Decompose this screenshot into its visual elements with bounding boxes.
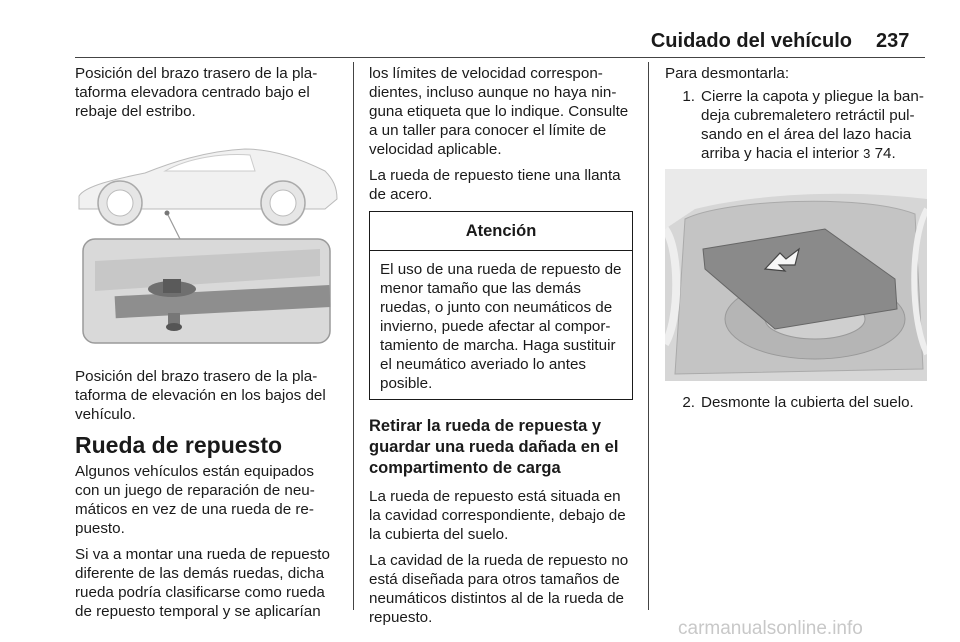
column-divider-1 xyxy=(353,62,354,610)
paragraph: Posición del brazo trasero de la plataforma de elevación en los bajos del vehículo. xyxy=(75,368,326,423)
paragraph: los límites de velocidad correspondientes, incluso aunque no haya ninguna etiqueta que lo indique. Consulte a un taller para conocer el límite de velocidad aplicable. xyxy=(369,65,629,158)
step-text: Cierre la capota y pliegue la bandeja cubremaletero retráctil pulsando en el área del lazo hacia arriba y hacia el interior 3 74. xyxy=(701,88,924,162)
trunk-floor-cover-illustration xyxy=(665,169,927,381)
step-text: Desmonte la cubierta del suelo. xyxy=(701,394,914,411)
column-1 xyxy=(75,64,338,628)
paragraph: Si va a montar una rueda de repuesto diferente de las demás ruedas, dicha rueda podría clasificarse como rueda de repuesto temporal y se aplicarían xyxy=(75,546,330,620)
column-3 xyxy=(665,64,927,412)
steps-list xyxy=(665,393,927,412)
warning-box xyxy=(369,211,633,400)
paragraph: La rueda de repuesto está situada en la cavidad correspondiente, debajo de la cubierta del suelo. xyxy=(369,488,626,543)
step-number: 1. xyxy=(682,88,695,105)
section-title: Cuidado del vehículo xyxy=(650,30,852,52)
list-item xyxy=(673,393,927,412)
page-reference-icon: 3 xyxy=(863,146,871,161)
section-heading: Rueda de repuesto xyxy=(75,432,283,458)
warning-text: El uso de una rueda de repuesto de menor tamaño que las demás ruedas, o junto con neumáticos de invierno, puede afectar al comportamiento de marcha. Haga sustituir el neumático averiado lo antes posible. xyxy=(380,261,622,392)
paragraph: La cavidad de la rueda de repuesto no está diseñada para otros tamaños de neumáticos distintos al de la rueda de repuesto. xyxy=(369,552,629,626)
warning-title: Atención xyxy=(370,212,632,251)
step-number: 2. xyxy=(682,394,695,411)
paragraph: La rueda de repuesto tiene una llanta de acero. xyxy=(369,167,621,203)
subsection-heading: Retirar la rueda de repuesta y guardar una rueda dañada en el compartimento de carga xyxy=(369,417,619,477)
column-2 xyxy=(369,64,633,634)
page-reference: 74. xyxy=(874,145,896,162)
paragraph: Para desmontarla: xyxy=(665,65,790,82)
steps-list xyxy=(665,87,927,163)
column-divider-2 xyxy=(648,62,649,610)
header-rule xyxy=(75,57,925,58)
paragraph: Algunos vehículos están equipados con un juego de reparación de neumáticos en vez de una rueda de repuesto. xyxy=(75,463,315,537)
page-number: 237 xyxy=(876,30,910,52)
paragraph: Posición del brazo trasero de la plataforma elevadora centrado bajo el rebaje del estribo. xyxy=(75,65,318,120)
lift-point-illustration xyxy=(75,141,338,351)
watermark: carmanualsonline.info xyxy=(678,618,863,639)
list-item xyxy=(673,87,927,163)
